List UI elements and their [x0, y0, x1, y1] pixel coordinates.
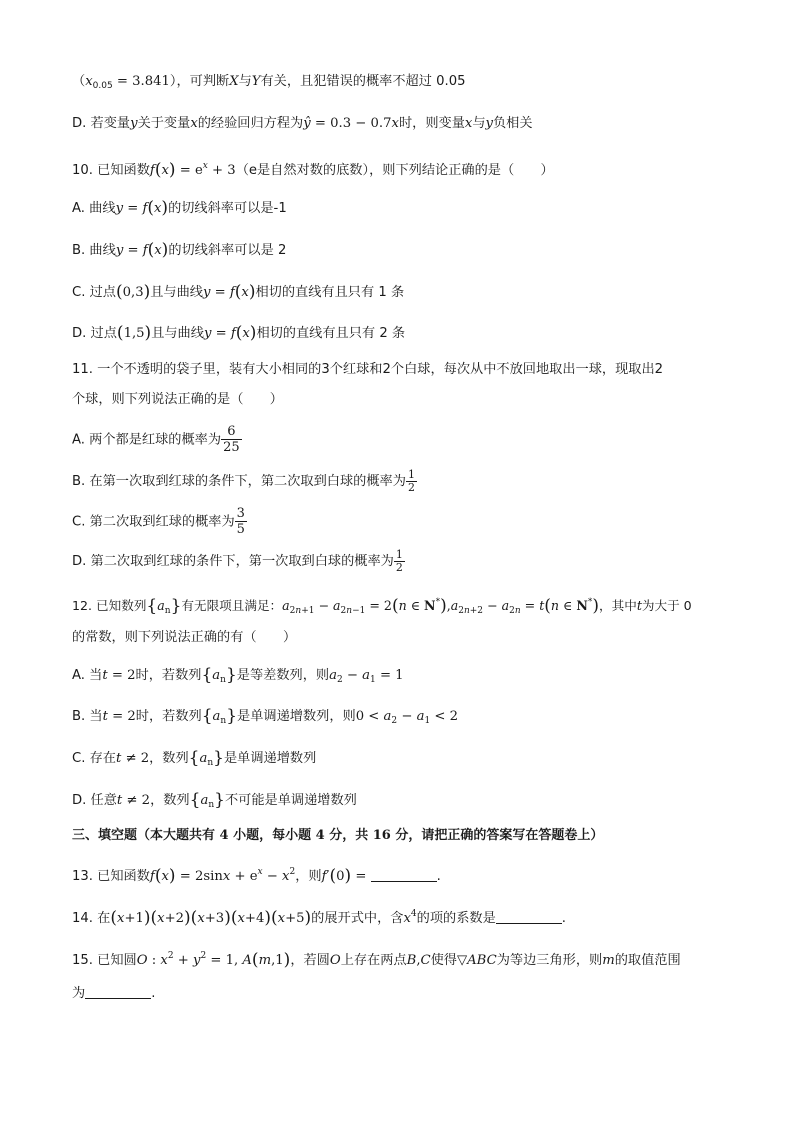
q10-option-c: C. 过点(0,3)且与曲线y = f(x)相切的直线有且只有 1 条 — [72, 282, 405, 302]
q12-option-a: A. 当t = 2时，若数列$\{a_n\}$是等差数列，则$a_2 - a_1 = 1$ — [72, 665, 404, 685]
fraction: $\frac{6}{25}$ — [223, 424, 240, 455]
q11-option-d: D. 第二次取到红球的条件下，第一次取到白球的概率为 $\frac{1}{2}$ — [72, 547, 403, 574]
section-heading: 三、填空题（本大题共有 4 小题，每小题 4 分，共 16 分，请把正确的答案写在答题卷上） — [72, 828, 604, 843]
q11-stem-line1: 11. 一个不透明的袋子里，装有大小相同的3个红球和2个白球，每次从中不放回地取出一球，现取出2 — [72, 362, 664, 377]
q15-line1: 15. 已知圆O : $x^2 + y^2 = 1$, A(m,1)，若圆O上存在两点B,C使得▽ABC为等边三角形，则m的取值范围 — [72, 950, 681, 970]
q9-option-d: D. 若变量y关于变量x的经验回归方程为ŷ = 0.3 − 0.7x时，则变量x与y负相关 — [72, 116, 533, 131]
q11-stem-line2: 个球，则下列说法正确的是（ ） — [72, 392, 283, 407]
q12-stem-line2: 的常数，则下列说法正确的有（ ） — [72, 630, 297, 645]
q13: 13. 已知函数$f(x) = 2\sin x + e^x - x^2$，则f′(0) = . — [72, 866, 441, 886]
fraction: $\frac{1}{2}$ — [407, 467, 415, 494]
answer-blank — [85, 984, 151, 999]
q11-option-c: C. 第二次取到红球的概率为 $\frac{3}{5}$ — [72, 506, 245, 537]
fraction: $\frac{3}{5}$ — [236, 506, 245, 537]
q10-option-b: B. 曲线y = f(x)的切线斜率可以是 2 — [72, 240, 287, 260]
q10-option-d: D. 过点(1,5)且与曲线y = f(x)相切的直线有且只有 2 条 — [72, 323, 406, 343]
q10-stem: 10. 已知函数$f(x) = e^x + 3(e$是自然对数的底数），则下列结论正确的是（ ） — [72, 160, 554, 180]
q12-option-b: B. 当t = 2时，若数列$\{a_n\}$是单调递增数列，则$0 < a_2 - a_1 < 2$ — [72, 706, 459, 726]
q11-option-b: B. 在第一次取到红球的条件下，第二次取到白球的概率为 $\frac{1}{2}$ — [72, 467, 415, 494]
q15-line2: 为 . — [72, 986, 156, 1001]
q12-option-d: D. 任意t ≠ 2，数列$\{a_n\}$不可能是单调递增数列 — [72, 790, 357, 810]
q10-option-a: A. 曲线y = f(x)的切线斜率可以是-1 — [72, 198, 287, 218]
fraction: $\frac{1}{2}$ — [395, 547, 403, 574]
q12-stem-line1: 12. 已知数列$\{a_n\}$有无限项且满足：$a_{2n+1} - a_{2n-1} = 2(n$ ∈ $N^*),a_{2n+2} - a_{2n} = t(n$ ∈ N*)，其中t为大于 0 — [72, 596, 692, 616]
q11-option-a: A. 两个都是红球的概率为 $\frac{6}{25}$ — [72, 424, 240, 455]
answer-blank — [496, 909, 562, 924]
answer-blank — [371, 867, 437, 882]
q14: 14. 在(x+1)(x+2)(x+3)(x+4)(x+5)的展开式中，含$x^4$的项的系数是 . — [72, 908, 566, 928]
q9-option-b-continued: $(x_{0.05} = 3.841)$，可判断X与Y有关，且犯错误的概率不超过 0.05 — [72, 74, 466, 91]
q12-option-c: C. 存在t ≠ 2，数列$\{a_n\}$是单调递增数列 — [72, 748, 317, 768]
